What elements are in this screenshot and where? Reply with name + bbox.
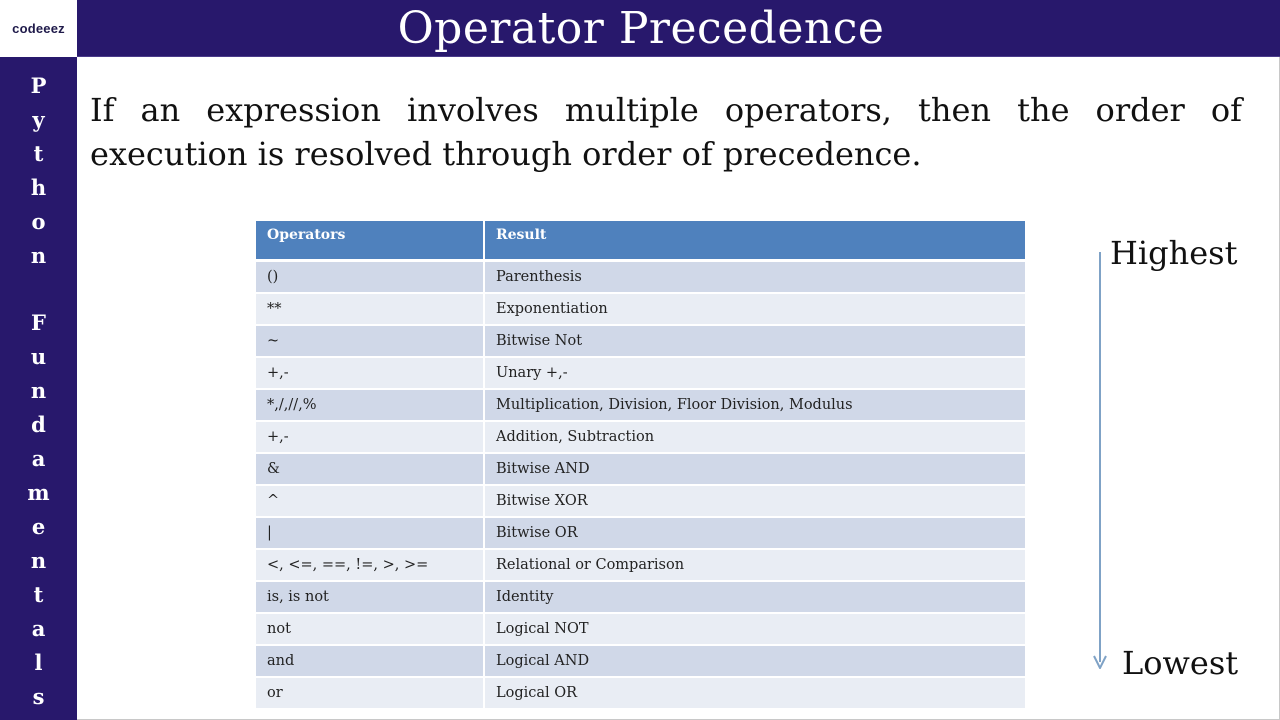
table-row: [256, 646, 1025, 678]
logo: [0, 0, 77, 56]
table-row: [256, 422, 1025, 454]
operator-cell: and: [256, 646, 485, 676]
result-cell: Relational or Comparison: [496, 557, 685, 573]
highest-label: Highest: [1110, 234, 1238, 272]
sidebar-letter: y: [32, 107, 45, 132]
page-title: Operator Precedence: [397, 2, 885, 54]
operator-cell: **: [256, 294, 485, 324]
sidebar-letter: a: [31, 616, 46, 641]
result-cell: Parenthesis: [496, 269, 582, 285]
table-row: [256, 518, 1025, 550]
operator-cell: or: [256, 678, 485, 708]
operator-cell: +,-: [256, 422, 485, 452]
lowest-label: Lowest: [1122, 644, 1239, 682]
result-cell: Bitwise OR: [496, 525, 578, 541]
table-row: [256, 614, 1025, 646]
operator-cell: ^: [256, 486, 485, 516]
table-header-row: [256, 221, 1025, 262]
table-row: [256, 326, 1025, 358]
column-header-operators: Operators: [256, 221, 485, 259]
result-cell: Bitwise AND: [496, 461, 590, 477]
table-row: [256, 358, 1025, 390]
table-row: [256, 454, 1025, 486]
result-cell: Logical AND: [496, 653, 590, 669]
result-cell: Bitwise Not: [496, 333, 583, 349]
sidebar-letter: n: [30, 378, 47, 403]
operator-cell: |: [256, 518, 485, 548]
intro-paragraph: If an expression involves multiple operators, then the order of execution is resolved through order of precedence.: [90, 91, 1242, 173]
sidebar-letter: l: [34, 650, 43, 675]
operator-cell: ~: [256, 326, 485, 356]
result-cell: Logical OR: [496, 685, 578, 701]
sidebar-letter: d: [31, 412, 46, 437]
operator-cell: +,-: [256, 358, 485, 388]
result-cell: Identity: [496, 589, 554, 605]
result-cell: Addition, Subtraction: [496, 429, 655, 445]
sidebar-letter: h: [30, 175, 47, 200]
sidebar-letter: t: [33, 141, 44, 166]
sidebar-letter: u: [30, 344, 47, 369]
sidebar-letter: n: [30, 243, 47, 268]
column-header-result: Result: [496, 227, 547, 243]
sidebar-vertical-title: [0, 57, 77, 720]
result-cell: Logical NOT: [496, 621, 589, 637]
table-row: [256, 294, 1025, 326]
operator-cell: (): [256, 262, 485, 292]
result-cell: Bitwise XOR: [496, 493, 588, 509]
result-cell: Unary +,-: [496, 365, 568, 381]
table-row: [256, 486, 1025, 518]
sidebar-letter: a: [31, 446, 46, 471]
sidebar-letter: s: [32, 684, 45, 709]
down-arrow-icon: [1093, 655, 1107, 669]
table-row: [256, 550, 1025, 582]
title-bar: [77, 0, 1280, 57]
operator-cell: not: [256, 614, 485, 644]
table-row: [256, 582, 1025, 614]
result-cell: Multiplication, Division, Floor Division, Modulus: [496, 397, 853, 413]
table-row: [256, 678, 1025, 710]
sidebar-letter: e: [31, 514, 46, 539]
precedence-arrow-line: [1099, 252, 1101, 662]
precedence-table: [256, 221, 1025, 710]
sidebar-letter: m: [27, 480, 50, 505]
operator-cell: &: [256, 454, 485, 484]
logo-text: codeeez: [12, 20, 65, 36]
sidebar-letter: F: [31, 310, 46, 335]
table-row: [256, 262, 1025, 294]
sidebar-letter: P: [30, 73, 47, 98]
result-cell: Exponentiation: [496, 301, 608, 317]
operator-cell: *,/,//,%: [256, 390, 485, 420]
table-row: [256, 390, 1025, 422]
sidebar-letter: t: [33, 582, 44, 607]
table-body: [256, 262, 1025, 710]
sidebar-letter: o: [31, 209, 46, 234]
sidebar-letter: n: [30, 548, 47, 573]
operator-cell: is, is not: [256, 582, 485, 612]
operator-cell: <, <=, ==, !=, >, >=: [256, 550, 485, 580]
